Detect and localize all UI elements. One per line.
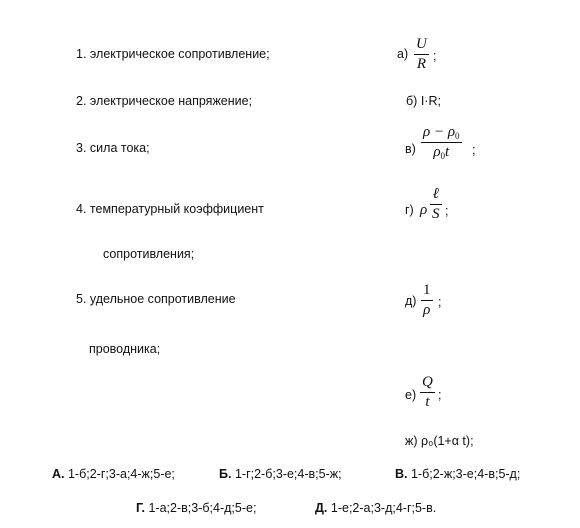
answer-a-key: А. [52,467,65,481]
term-5-continuation: проводника; [89,342,161,356]
answer-b-key: Б. [219,467,232,481]
formula-g-tail: ; [445,204,449,218]
term-2-number: 2. [76,94,87,108]
formula-e-tail: ; [438,388,442,402]
formula-zh [405,434,474,448]
term-2 [76,94,252,108]
formula-d-denominator: ρ [423,302,431,318]
formula-e-label: е) [405,388,417,402]
answer-v-key: В. [395,467,408,481]
formula-g-label: г) [405,203,414,217]
answer-d-key: Д. [315,501,328,515]
answer-b-value: 1-г;2-б;3-е;4-в;5-ж; [234,467,342,481]
formula-v-tail: ; [472,143,476,157]
formula-v-numerator: $\rho - \rho_0$ [423,124,460,141]
formula-e-denominator: t [425,394,430,410]
answer-option-b [219,467,342,481]
answer-v-value: 1-б;2-ж;3-е;4-в;5-д; [410,467,521,481]
answer-g-value: 1-а;2-в;3-б;4-д;5-е; [148,501,257,515]
answer-option-g [136,501,256,515]
formula-a-label: а) [397,47,409,61]
term-1 [76,47,270,61]
term-4-number: 4. [76,202,87,216]
formula-g-prefix: ρ [420,202,428,218]
formula-b-expression: I·R; [420,94,441,108]
formula-g-fraction [430,186,442,223]
term-3-text: сила тока; [89,141,150,155]
answer-g-key: Г. [136,501,145,515]
answer-option-v [395,467,520,481]
formula-a-denominator: R [416,56,426,72]
formula-e-numerator: Q [422,374,433,390]
formula-a-tail: ; [433,49,437,63]
formula-d-fraction [421,282,433,319]
answer-a-value: 1-б;2-г;3-а;4-ж;5-е; [67,467,175,481]
term-3 [76,141,150,155]
term-5-number: 5. [76,292,87,306]
term-4 [76,202,264,216]
formula-zh-label: ж) [405,434,418,448]
term-2-text: электрическое напряжение; [89,94,253,108]
formula-d-numerator: 1 [423,282,431,298]
formula-a-numerator: U [416,36,427,52]
term-5 [76,292,236,306]
formula-a-fraction [414,36,429,73]
formula-b [406,94,441,108]
formula-v-fraction [421,124,462,161]
term-4-text: температурный коэффициент [89,202,264,216]
answer-d-value: 1-е;2-а;3-д;4-г;5-в. [330,501,437,515]
term-4-continuation: сопротивления; [103,247,195,261]
term-1-text: электрическое сопротивление; [89,47,270,61]
formula-v-label: в) [405,142,416,156]
term-3-number: 3. [76,141,87,155]
formula-g-numerator: ℓ [432,186,439,202]
formula-e-fraction [420,374,435,411]
formula-v-denominator: $\rho_0t$ [433,144,450,161]
formula-g-denominator: S [432,206,440,222]
answer-option-d [315,501,436,515]
term-5-text: удельное сопротивление [89,292,236,306]
term-1-number: 1. [76,47,87,61]
formula-b-label: б) [406,94,418,108]
formula-d-label: д) [405,294,417,308]
answer-option-a [52,467,175,481]
formula-d-tail: ; [438,295,442,309]
formula-zh-expression: ρ₀(1+α t); [421,434,474,448]
